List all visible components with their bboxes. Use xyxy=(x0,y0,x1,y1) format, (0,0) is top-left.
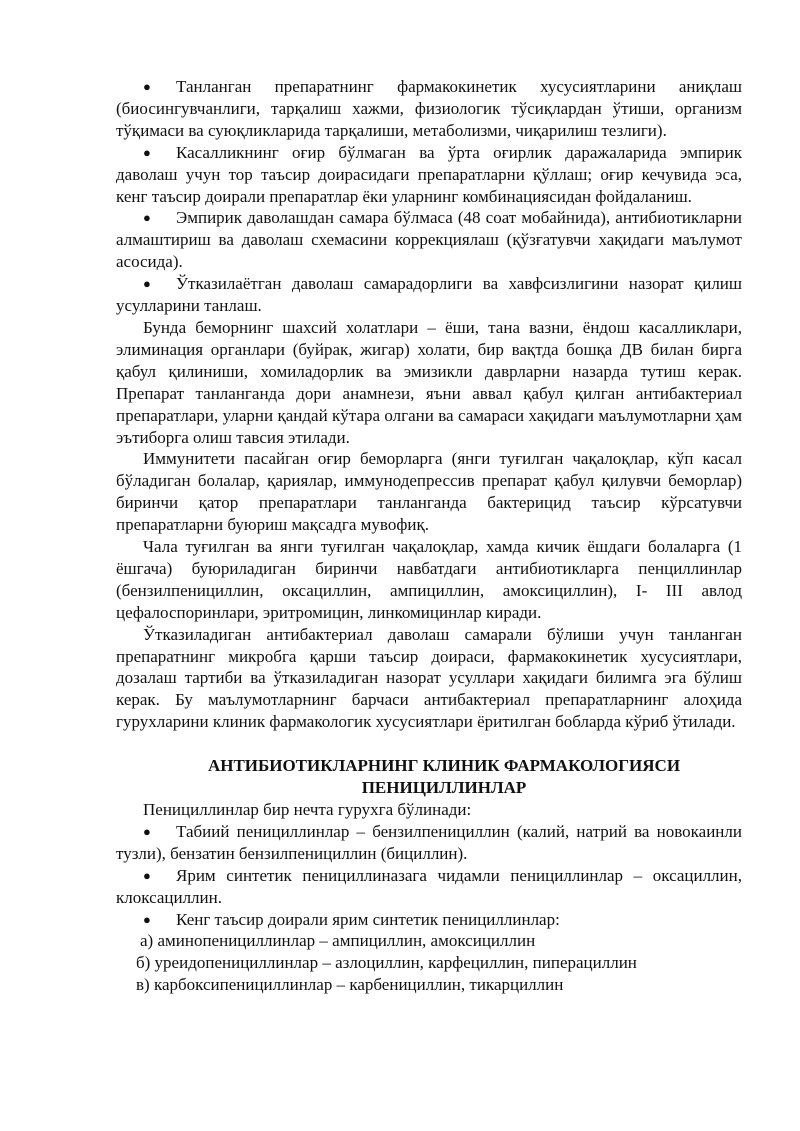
section-heading-line: АНТИБИОТИКЛАРНИНГ КЛИНИК ФАРМАКОЛОГИЯСИ xyxy=(207,756,681,776)
section-heading-line: ПЕНИЦИЛЛИНЛАР xyxy=(361,778,527,798)
list-item xyxy=(116,142,742,208)
list-item-text: Ўтказилаётган даволаш самарадорлиги ва хавфсизлигини назорат қилиш усулларини танлаш. xyxy=(116,274,742,316)
section-intro: Пенициллинлар бир нечта гурухга бўлинади: xyxy=(143,800,472,819)
list-item xyxy=(116,821,742,865)
list-item-text: Кенг таъсир доирали ярим синтетик пенициллинлар: xyxy=(176,909,560,929)
paragraph: Иммунитети пасайган оғир беморларга (янги туғилган чақалоқлар, кўп касал бўладиган болалар, қариялар, иммунодепрессив препарат қабул қилувчи беморлар) биринчи қатор препаратлари танланганда бактерицид таъсир кўрсатувчи препаратларни буюриш мақсадга мувофиқ. xyxy=(116,449,742,535)
sub-list-item: а) аминопенициллинлар – ампициллин, амоксициллин xyxy=(140,931,536,951)
list-item xyxy=(116,207,742,273)
list-item xyxy=(116,909,742,931)
list-item-text: Касалликнинг оғир бўлмаган ва ўрта оғирлик даражаларида эмпирик даволаш учун тор таъсир доирасидаги препаратларни қўллаш; оғир кечувида эса, кенг таъсир доирали препаратлар ёки уларнинг комбинациясидан фойдаланиш. xyxy=(116,142,742,206)
list-item-text: Танланган препаратнинг фармакокинетик хусусиятларини аниқлаш (биосингувчанлиги, тарқалиш хажми, физиологик тўсиқлардан ўтиши, организм тўқимаси ва суюқликларида тарқалиши, метаболизми, чиқарилиш тезлиги). xyxy=(116,77,742,140)
bullet-icon: ● xyxy=(143,144,151,160)
paragraph: Чала туғилган ва янги туғилган чақалоқлар, хамда кичик ёшдаги болаларга (1 ёшгача) буюриладиган биринчи навбатдаги антибиотикларга пенциллинлар (бензилпенициллин, оксациллин, ампициллин, амоксициллин), I- III авлод цефалоспоринлари, эритромицин, линкомицинлар киради. xyxy=(116,537,742,622)
bullet-icon: ● xyxy=(143,823,151,839)
list-item-text: Табиий пенициллинлар – бензилпенициллин (калий, натрий ва новокаинли тузли), бензатин бензилпенициллин (бициллин). xyxy=(116,821,742,863)
bullet-icon: ● xyxy=(143,867,151,883)
list-item xyxy=(116,865,742,909)
sub-list-item: в) карбоксипенициллинлар – карбенициллин, тикарциллин xyxy=(136,975,564,995)
paragraph: Ўтказиладиган антибактериал даволаш самарали бўлиши учун танланган препаратнинг микробга қарши таъсир доираси, фармакокинетик хусусиятлари, дозалаш тартиби ва ўтказиладиган назорат усуллари хақидаги билимга эга бўлиш керак. Бу маълумотларнинг барчаси антибактериал препаратларнинг алоҳида гурухларини клиник фармакологик хусусиятлари ёритилган бобларда кўриб ўтилади. xyxy=(116,624,742,732)
bullet-icon: ● xyxy=(143,79,151,94)
sub-list-item: б) уреидопенициллинлар – азлоциллин, карфециллин, пиперациллин xyxy=(136,953,637,973)
paragraph: Бунда беморнинг шахсий холатлари – ёши, тана вазни, ёндош касалликлари, элиминация органлари (буйрак, жигар) холати, бир вақтда бошқа ДВ билан бирга қабул қилиниши, хомиладорлик ва эмизикли даврларни назарда тутиш керак. Препарат танланганда дори анамнези, яъни аввал қабул қилган антибактериал препаратлари, уларни қандай кўтара олгани ва самараси хақидаги маълумотларни ҳам эътиборга олиш тавсия этилади. xyxy=(116,317,742,447)
section-heading xyxy=(116,755,742,799)
list-item xyxy=(116,76,742,142)
bullet-icon: ● xyxy=(143,210,151,226)
bullet-icon: ● xyxy=(143,911,151,927)
list-item-text: Эмпирик даволашдан самара бўлмаса (48 соат мобайнида), антибиотикларни алмаштириш ва даволаш схемасини коррекциялаш (қўзғатувчи хақидаги маълумот асосида). xyxy=(116,208,742,272)
bullet-icon: ● xyxy=(143,276,151,292)
document-page xyxy=(116,76,742,996)
list-item xyxy=(116,273,742,317)
list-item-text: Ярим синтетик пенициллиназага чидамли пенициллинлар – оксациллин, клоксациллин. xyxy=(116,865,742,907)
